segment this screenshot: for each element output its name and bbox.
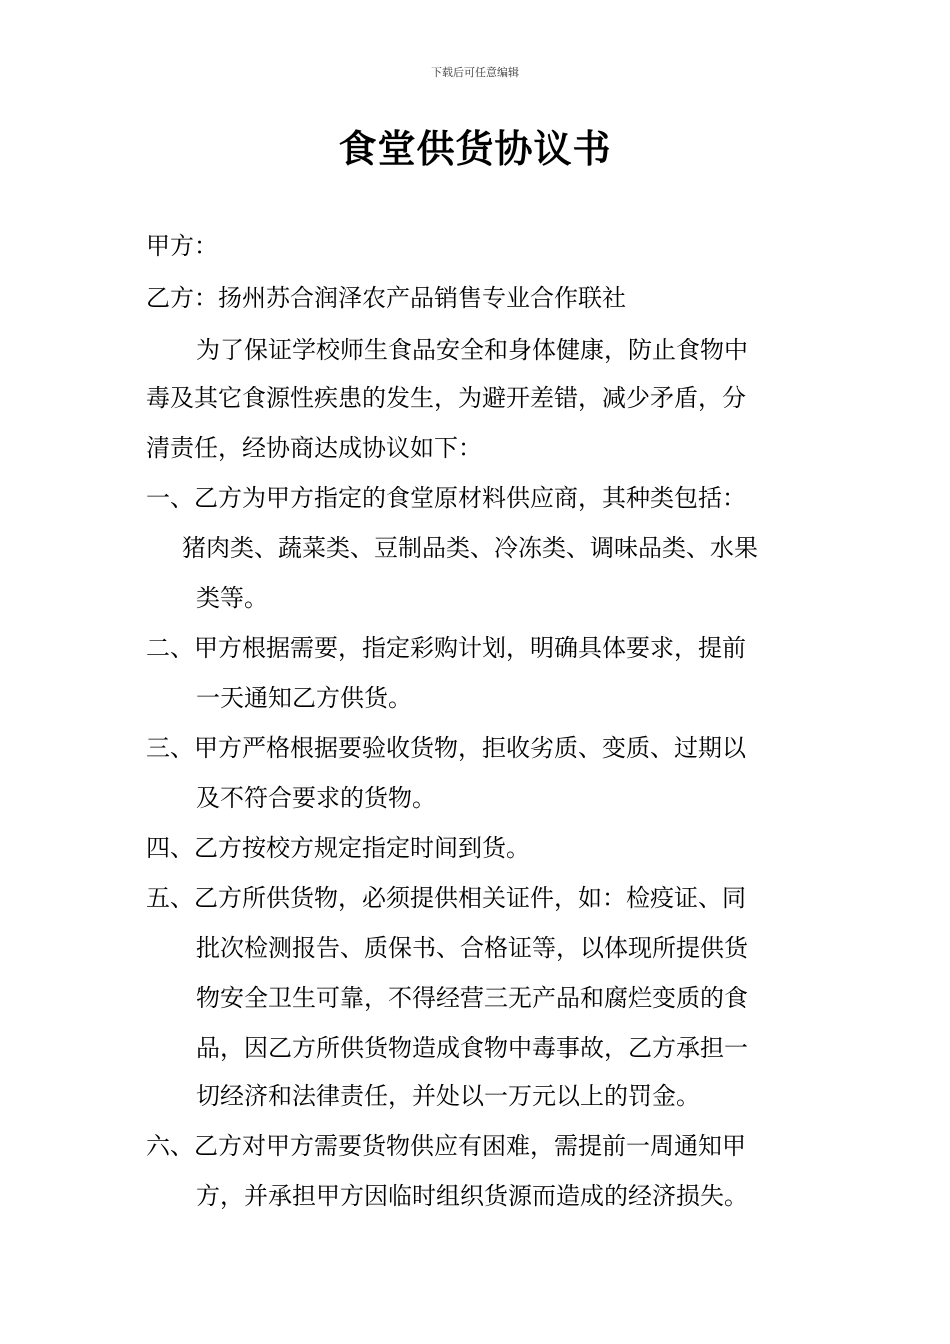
- clause-5-line: 物安全卫生可靠，不得经营三无产品和腐烂变质的食: [196, 984, 748, 1012]
- clause-4-line: 四、乙方按校方规定指定时间到货。: [146, 834, 530, 862]
- intro-line: 毒及其它食源性疾患的发生，为避开差错，减少矛盾，分: [146, 384, 746, 412]
- document-title: 食堂供货协议书: [338, 126, 612, 171]
- clause-6-line: 六、乙方对甲方需要货物供应有困难，需提前一周通知甲: [146, 1132, 746, 1160]
- party-b-line: 乙方：扬州苏合润泽农产品销售专业合作联社: [146, 284, 626, 312]
- clause-1-line: 猪肉类、蔬菜类、豆制品类、冷冻类、调味品类、水果: [182, 534, 758, 562]
- clause-1-line: 一、乙方为甲方指定的食堂原材料供应商，其种类包括：: [146, 484, 746, 512]
- clause-5-line: 批次检测报告、质保书、合格证等，以体现所提供货: [196, 934, 748, 962]
- intro-line: 清责任，经协商达成协议如下：: [146, 434, 482, 462]
- header-note: 下载后可任意编辑: [431, 66, 519, 79]
- intro-line: 为了保证学校师生食品安全和身体健康，防止食物中: [196, 336, 748, 364]
- clause-5-line: 五、乙方所供货物，必须提供相关证件，如：检疫证、同: [146, 884, 746, 912]
- clause-3-line: 及不符合要求的货物。: [196, 784, 436, 812]
- party-a-line: 甲方：: [146, 232, 218, 260]
- clause-5-line: 品，因乙方所供货物造成食物中毒事故，乙方承担一: [196, 1034, 748, 1062]
- clause-5-line: 切经济和法律责任，并处以一万元以上的罚金。: [196, 1082, 700, 1110]
- clause-2-line: 二、甲方根据需要，指定彩购计划，明确具体要求，提前: [146, 634, 746, 662]
- clause-2-line: 一天通知乙方供货。: [196, 684, 412, 712]
- clause-3-line: 三、甲方严格根据要验收货物，拒收劣质、变质、过期以: [146, 734, 746, 762]
- clause-6-line: 方，并承担甲方因临时组织货源而造成的经济损失。: [196, 1182, 748, 1210]
- clause-1-line: 类等。: [196, 584, 268, 612]
